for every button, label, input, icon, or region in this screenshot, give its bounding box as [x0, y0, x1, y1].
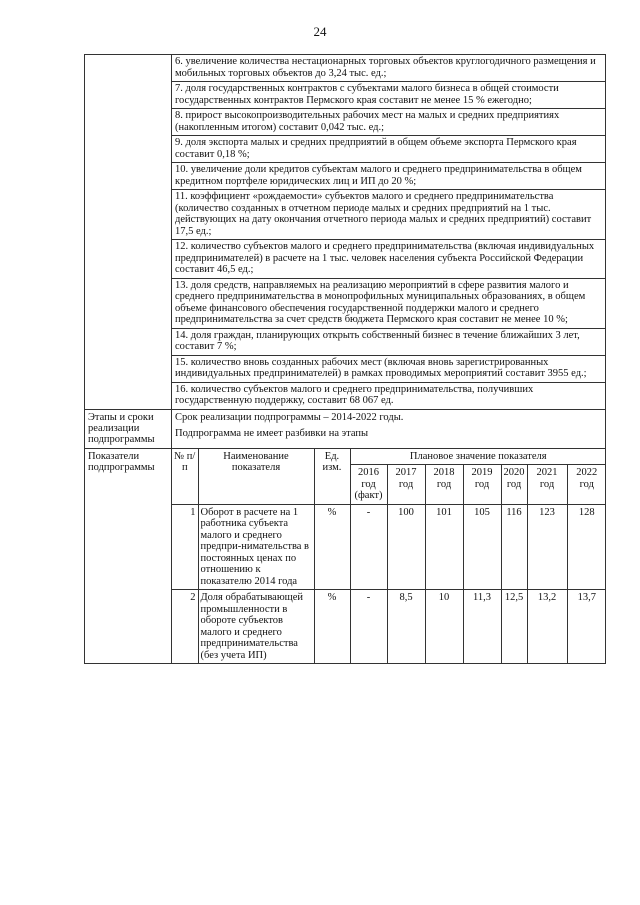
indicator-value: 101: [425, 504, 463, 590]
indicator-value: 116: [501, 504, 527, 590]
indicators-row: [85, 448, 606, 664]
indicators-header-row: [172, 449, 606, 465]
target-item: 14. доля граждан, планирующих открыть собственный бизнес в течение ближайших 3 лет, составит 7 %;: [172, 329, 605, 356]
year-header: 2016 год (факт): [350, 465, 387, 505]
year-header: 2018 год: [425, 465, 463, 505]
indicator-name: Оборот в расчете на 1 работника субъекта малого и среднего предпри-нимательства в постоянных ценах по отношению к показателю 2014 года: [198, 504, 314, 590]
indicator-num: 2: [172, 590, 198, 664]
indicator-value: 8,5: [387, 590, 425, 664]
indicator-value: -: [350, 504, 387, 590]
stages-label: Этапы и сроки реализации подпрограммы: [85, 409, 172, 448]
stages-term: Срок реализации подпрограммы – 2014-2022 годы.: [175, 411, 404, 423]
indicators-content: [172, 448, 606, 664]
targets-label-cell: [85, 55, 172, 410]
target-item: 8. прирост высокопроизводительных рабочих мест на малых и средних предприятиях (накопленным итогом) составит 0,042 тыс. ед.;: [172, 109, 605, 136]
header-unit: Ед. изм.: [314, 449, 350, 505]
indicator-value: 105: [463, 504, 501, 590]
year-header: 2020 год: [501, 465, 527, 505]
year-header: 2022 год: [567, 465, 606, 505]
indicator-value: -: [350, 590, 387, 664]
header-plan: Плановое значение показателя: [350, 449, 606, 465]
target-item: 10. увеличение доли кредитов субъектам малого и среднего предпринимательства в общем кредитном портфеле юридических лиц и ИП до 20 %;: [172, 163, 605, 190]
indicator-value: 13,2: [527, 590, 567, 664]
indicator-row: [172, 590, 606, 664]
indicators-label: Показатели подпрограммы: [85, 448, 172, 664]
indicators-table: [172, 449, 606, 664]
indicator-name: Доля обрабатывающей промышленности в обороте субъектов малого и среднего предпринимательства (без учета ИП): [198, 590, 314, 664]
target-item: 13. доля средств, направляемых на реализацию мероприятий в сфере развития малого и среднего предпринимательства в монопрофильных муниципальных образованиях, в общем объеме финансового обеспечения государственной поддержки малого и среднего предпринимательства за счет средств бюджета Пермского края составит не менее 10 %;: [172, 279, 605, 329]
indicator-unit: %: [314, 590, 350, 664]
indicator-value: 13,7: [567, 590, 606, 664]
indicator-value: 100: [387, 504, 425, 590]
stages-content: [172, 409, 606, 448]
indicator-value: 128: [567, 504, 606, 590]
stages-row: [85, 409, 606, 448]
year-header: 2021 год: [527, 465, 567, 505]
target-item: 9. доля экспорта малых и средних предприятий в общем объеме экспорта Пермского края составит 0,18 %;: [172, 136, 605, 163]
target-item: 7. доля государственных контрактов с субъектами малого бизнеса в общей стоимости государственных контрактов Пермского края составит не менее 15 % ежегодно;: [172, 82, 605, 109]
target-item: 11. коэффициент «рождаемости» субъектов малого и среднего предпринимательства (количество созданных в отчетном периоде малых и средних предприятий на 1 тыс. действующих на дату окончания отчетного периода малых и средних предприятий) составит 17,5 ед.;: [172, 190, 605, 240]
stages-note: Подпрограмма не имеет разбивки на этапы: [175, 427, 369, 439]
year-header: 2017 год: [387, 465, 425, 505]
page-number: 24: [313, 24, 327, 39]
indicator-value: 10: [425, 590, 463, 664]
targets-row: [85, 55, 606, 410]
indicator-row: [172, 504, 606, 590]
targets-list: [172, 55, 606, 410]
indicator-num: 1: [172, 504, 198, 590]
target-item: 16. количество субъектов малого и среднего предпринимательства, получивших государственную поддержку, составит 68 067 ед.: [175, 383, 534, 406]
year-header: 2019 год: [463, 465, 501, 505]
indicator-value: 12,5: [501, 590, 527, 664]
indicator-value: 11,3: [463, 590, 501, 664]
header-num: № п/п: [172, 449, 198, 505]
indicator-value: 123: [527, 504, 567, 590]
target-item: 6. увеличение количества нестационарных торговых объектов круглогодичного размещения и мобильных торговых объектов до 3,24 тыс. ед.;: [172, 55, 605, 82]
header-name: Наименование показателя: [198, 449, 314, 505]
target-item: 12. количество субъектов малого и среднего предпринимательства (включая индивидуальных предпринимателей) в расчете на 1 тыс. человек населения субъекта Российской Федерации составит 46,5 ед.;: [172, 240, 605, 279]
passport-table: [84, 54, 606, 664]
indicator-unit: %: [314, 504, 350, 590]
target-item: 15. количество вновь созданных рабочих мест (включая вновь зарегистрированных индивидуальных предпринимателей) в рамках проводимых мероприятий составит 3955 ед.;: [172, 356, 605, 383]
